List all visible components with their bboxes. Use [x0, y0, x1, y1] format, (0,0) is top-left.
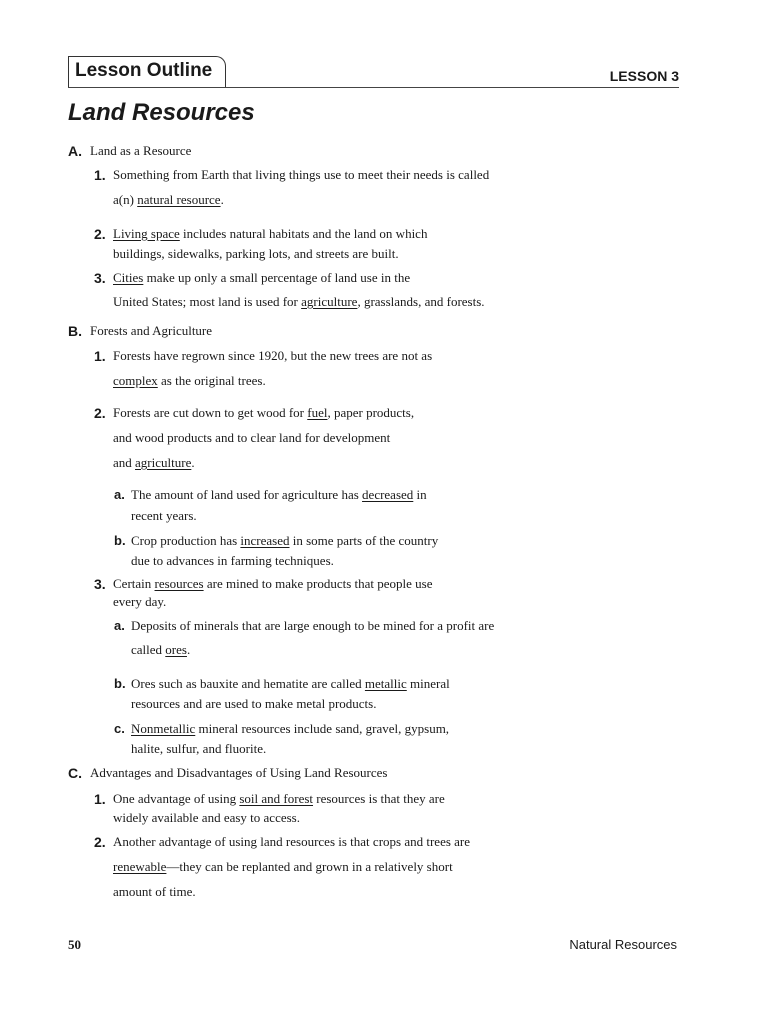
b3b-line2: resources and are used to make metal products.	[131, 696, 377, 711]
a2-line1: Living space includes natural habitats and the land on which	[113, 226, 428, 241]
c1-line1: One advantage of using soil and forest resources is that they are	[113, 791, 445, 806]
b3c-marker: c.	[114, 721, 125, 736]
b1-line2: complex as the original trees.	[113, 373, 266, 388]
c2-line1: Another advantage of using land resources is that crops and trees are	[113, 834, 471, 849]
header-rule	[68, 87, 679, 88]
b2a-marker: a.	[114, 487, 125, 502]
section-b-marker: B.	[68, 323, 82, 339]
b2a-line2: recent years.	[131, 508, 197, 523]
b2b-marker: b.	[114, 533, 126, 548]
answer-blank: agriculture	[135, 455, 192, 470]
a2-line2: buildings, sidewalks, parking lots, and streets are built.	[113, 246, 399, 261]
b3a-line2: called ores.	[131, 642, 191, 657]
page-number: 50	[68, 937, 81, 952]
lesson-outline-tab	[68, 56, 226, 87]
b1-line1: Forests have regrown since 1920, but the new trees are not as	[113, 348, 433, 363]
b3-line2: every day.	[113, 594, 167, 609]
b3-line1: Certain resources are mined to make products that people use	[113, 576, 433, 591]
section-c-marker: C.	[68, 765, 82, 781]
answer-blank: Living space	[113, 226, 180, 241]
answer-blank: increased	[240, 533, 290, 548]
unit-title: Natural Resources	[569, 937, 677, 952]
section-b-heading: Forests and Agriculture	[90, 323, 213, 338]
b2-line3: and agriculture.	[113, 455, 195, 470]
b2-line2: and wood products and to clear land for development	[113, 430, 391, 445]
b2-line1: Forests are cut down to get wood for fuel, paper products,	[113, 405, 415, 420]
a1-line1: Something from Earth that living things use to meet their needs is called	[113, 167, 490, 182]
answer-blank: Nonmetallic	[131, 721, 196, 736]
a3-marker: 3.	[94, 270, 106, 286]
b3c-line2: halite, sulfur, and fluorite.	[131, 741, 267, 756]
a3-line2: United States; most land is used for agriculture, grasslands, and forests.	[113, 294, 485, 309]
answer-blank: complex	[113, 373, 158, 388]
section-a-marker: A.	[68, 143, 82, 159]
section-a-heading: Land as a Resource	[90, 143, 192, 158]
answer-blank: natural resource	[137, 192, 221, 207]
section-c-heading: Advantages and Disadvantages of Using Land Resources	[90, 765, 388, 780]
a1-line2: a(n) natural resource.	[113, 192, 224, 207]
b3c-line1: Nonmetallic mineral resources include sand, gravel, gypsum,	[131, 721, 450, 736]
a1-marker: 1.	[94, 167, 106, 183]
c1-line2: widely available and easy to access.	[113, 810, 300, 825]
b3b-marker: b.	[114, 676, 126, 691]
answer-blank: resources	[154, 576, 204, 591]
answer-blank: renewable	[113, 859, 167, 874]
lesson-number: LESSON 3	[609, 68, 679, 84]
answer-blank: decreased	[362, 487, 414, 502]
c2-marker: 2.	[94, 834, 106, 850]
b3a-marker: a.	[114, 618, 125, 633]
b2a-line1: The amount of land used for agriculture has decreased in	[131, 487, 427, 502]
page-title: Land Resources	[68, 99, 255, 126]
answer-blank: agriculture	[301, 294, 358, 309]
answer-blank: ores	[165, 642, 187, 657]
b3-marker: 3.	[94, 576, 106, 592]
b2-marker: 2.	[94, 405, 106, 421]
answer-blank: fuel	[307, 405, 328, 420]
c2-line2: renewable—they can be replanted and grown in a relatively short	[113, 859, 453, 874]
b1-marker: 1.	[94, 348, 106, 364]
b2b-line2: due to advances in farming techniques.	[131, 553, 334, 568]
tab-label: Lesson Outline	[75, 60, 213, 81]
a3-line1: Cities make up only a small percentage of land use in the	[113, 270, 411, 285]
answer-blank: soil and forest	[239, 791, 314, 806]
b3a-line1: Deposits of minerals that are large enough to be mined for a profit are	[131, 618, 495, 633]
c2-line3: amount of time.	[113, 884, 196, 899]
a2-marker: 2.	[94, 226, 106, 242]
answer-blank: metallic	[364, 676, 407, 691]
b3b-line1: Ores such as bauxite and hematite are called metallic mineral	[131, 676, 450, 691]
b2b-line1: Crop production has increased in some parts of the country	[131, 533, 439, 548]
answer-blank: Cities	[113, 270, 144, 285]
c1-marker: 1.	[94, 791, 106, 807]
